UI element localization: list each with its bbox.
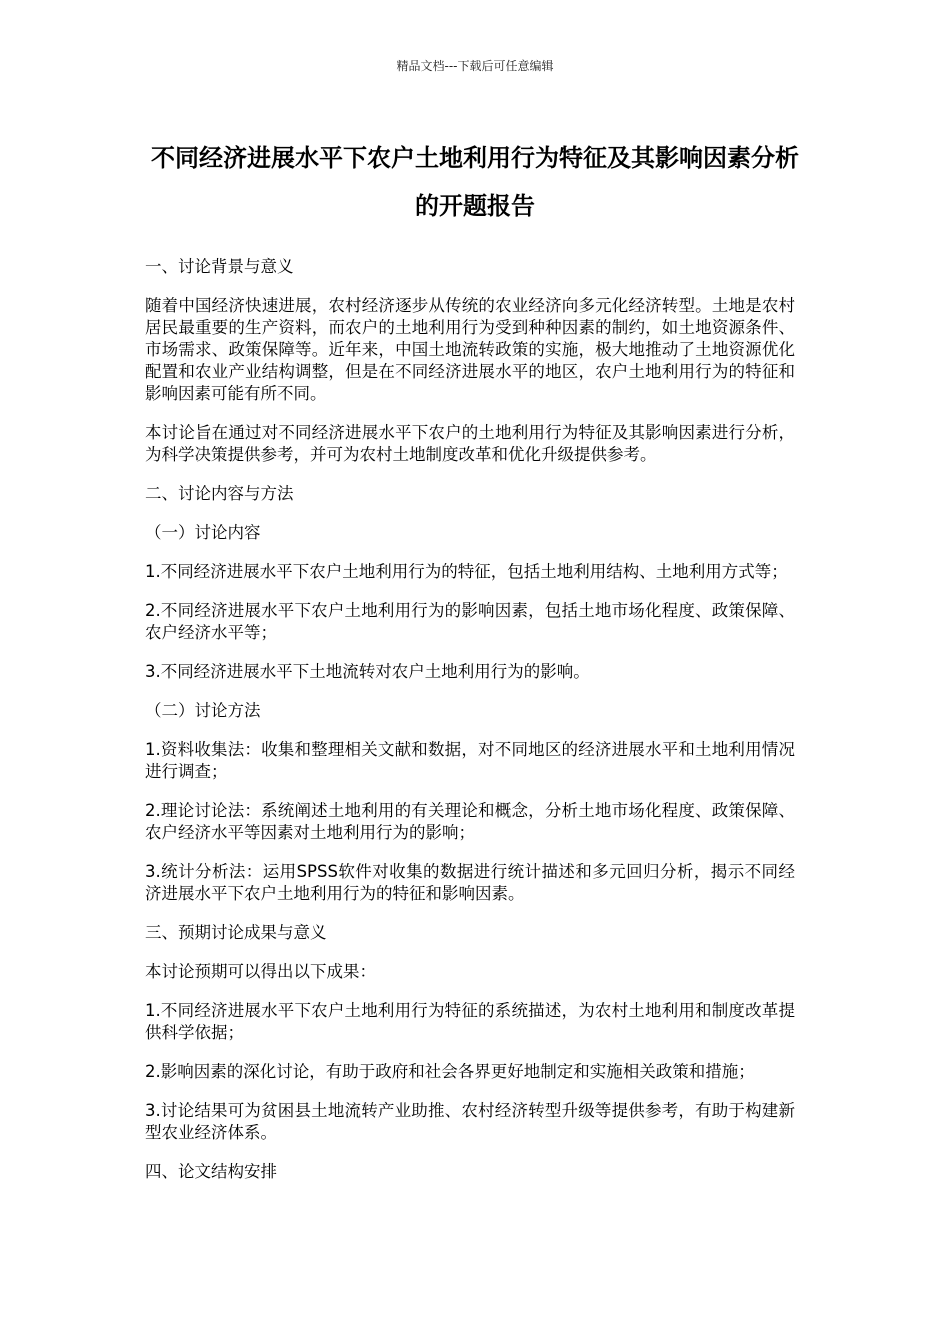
list-item: 3.不同经济进展水平下土地流转对农户土地利用行为的影响。 bbox=[145, 662, 590, 681]
list-item: 1.资料收集法：收集和整理相关文献和数据，对不同地区的经济进展水平和土地利用情况进行调查； bbox=[145, 740, 795, 781]
paragraph: 随着中国经济快速进展，农村经济逐步从传统的农业经济向多元化经济转型。土地是农村居民最重要的生产资料，而农户的土地利用行为受到种种因素的制约，如土地资源条件、市场需求、政策保障等。近年来，中国土地流转政策的实施，极大地推动了土地资源优化配置和农业产业结构调整，但是在不同经济进展水平的地区，农户土地利用行为的特征和影响因素可能有所不同。 bbox=[145, 296, 795, 403]
document-title: 不同经济进展水平下农户土地利用行为特征及其影响因素分析的开题报告 bbox=[151, 144, 799, 220]
document-body bbox=[145, 256, 795, 1200]
list-item: 3.统计分析法：运用SPSS软件对收集的数据进行统计描述和多元回归分析，揭示不同经济进展水平下农户土地利用行为的特征和影响因素。 bbox=[145, 862, 795, 903]
paragraph: 本讨论旨在通过对不同经济进展水平下农户的土地利用行为特征及其影响因素进行分析，为科学决策提供参考，并可为农村土地制度改革和优化升级提供参考。 bbox=[145, 423, 795, 464]
list-item: 2.不同经济进展水平下农户土地利用行为的影响因素，包括土地市场化程度、政策保障、农户经济水平等； bbox=[145, 601, 795, 642]
header-note: 精品文档---下载后可任意编辑 bbox=[396, 59, 554, 73]
list-item: 3.讨论结果可为贫困县土地流转产业助推、农村经济转型升级等提供参考，有助于构建新型农业经济体系。 bbox=[145, 1101, 795, 1142]
list-item: 1.不同经济进展水平下农户土地利用行为的特征，包括土地利用结构、土地利用方式等； bbox=[145, 562, 788, 581]
subsection-heading: （二）讨论方法 bbox=[145, 701, 261, 720]
list-item: 1.不同经济进展水平下农户土地利用行为特征的系统描述，为农村土地利用和制度改革提供科学依据； bbox=[145, 1001, 795, 1042]
section-heading: 二、讨论内容与方法 bbox=[145, 484, 294, 503]
section-heading: 一、讨论背景与意义 bbox=[145, 257, 294, 276]
list-item: 2.影响因素的深化讨论，有助于政府和社会各界更好地制定和实施相关政策和措施； bbox=[145, 1062, 755, 1081]
list-item: 2.理论讨论法：系统阐述土地利用的有关理论和概念，分析土地市场化程度、政策保障、农户经济水平等因素对土地利用行为的影响； bbox=[145, 801, 795, 842]
paragraph: 本讨论预期可以得出以下成果： bbox=[145, 962, 376, 981]
section-heading: 四、论文结构安排 bbox=[145, 1162, 277, 1181]
section-heading: 三、预期讨论成果与意义 bbox=[145, 923, 327, 942]
subsection-heading: （一）讨论内容 bbox=[145, 523, 261, 542]
